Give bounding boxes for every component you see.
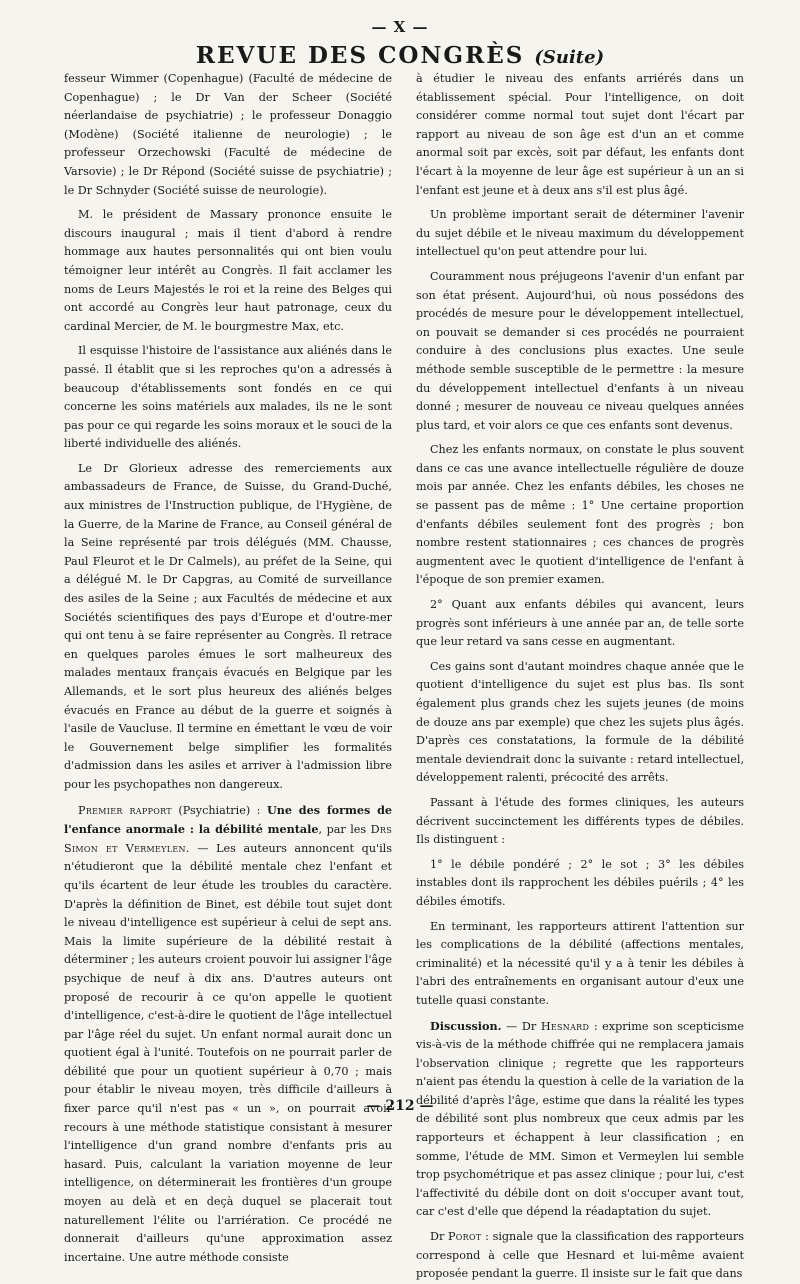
discussion-paragraph xyxy=(416,1017,744,1223)
paragraph: 1° le débile pondéré ; 2° le sot ; 3° les débiles instables dont ils rapprochent les débiles puérils ; 4° les débiles émotifs. xyxy=(416,857,744,908)
discussant-name: Hesnard xyxy=(540,1019,590,1033)
discussion-body: : exprime son scepticisme vis-à-vis de la méthode chiffrée qui ne remplacera jamais l'observation clinique ; regrette que les rapporteurs n'aient pas étendu la question à celle de la variation de la débilité d'après l'âge, estime que dans la réalité les types de débilité sont plus nombreux que ceux admis par les rapporteurs et échappent à leur classification ; en somme, l'étude de MM. Simon et Vermeylen lui semble trop psychométrique et pas assez clinique ; pour lui, c'est l'affectivité du débile dont on doit s'occuper avant tout, car c'est d'elle que dépend la réadaptation du sujet. xyxy=(416,1019,744,1219)
paragraph: fesseur Wimmer (Copenhague) (Faculté de médecine de Copenhague) ; le Dr Van der Scheer (Société néerlandaise de psychiatrie) ; le professeur Donaggio (Modène) (Société italienne de neurologie) ; le professeur Orzechowski (Faculté de médecine de Varsovie) ; le Dr Répond (Société suisse de psychiatrie) ; le Dr Schnyder (Société suisse de neurologie). xyxy=(64,72,392,197)
left-column xyxy=(64,70,393,1264)
paragraph: Un problème important serait de déterminer l'avenir du sujet débile et le niveau maximum du développement intellectuel qu'on peut attendre pour lui. xyxy=(416,208,744,259)
discussion-dash: — Dr xyxy=(501,1019,541,1033)
paragraph: En terminant, les rapporteurs attirent l'attention sur les complications de la débilité (affections mentales, criminalité) et la nécessité qu'il y a à tenir les débiles à l'abri des entraînements en organisant autour d'eux une tutelle quasi constante. xyxy=(416,919,744,1007)
report-title: Une des formes de l'enfance anormale : la débilité mentale xyxy=(64,802,393,837)
folio: — X — xyxy=(371,18,429,36)
right-column xyxy=(416,70,744,1281)
header-suite: (Suite) xyxy=(534,47,605,68)
report-section: (Psychiatrie) : xyxy=(171,803,267,817)
paragraph: Chez les enfants normaux, on constate le plus souvent dans ce cas une avance intellectuelle régulière de douze mois par année. Chez les enfants débiles, les choses ne se passent pas de même : 1° Une certaine proportion d'enfants débiles seulement font des progrès ; bon nombre restent stationnaires ; ces chances de progrès augmentent avec le quotient d'intelligence de l'enfant à l'époque de son premier examen. xyxy=(416,443,744,587)
discussant-name: Porot xyxy=(447,1230,482,1244)
report-label: Premier rapport xyxy=(78,803,172,817)
paragraph: à étudier le niveau des enfants arriérés dans un établissement spécial. Pour l'intelligence, on doit considérer comme normal tout sujet dont l'écart par rapport au niveau de son âge est d'un an et comme anormal soit par excès, soit par défaut, les enfants dont l'écart à la moyenne de leur âge est supérieur à un an si l'enfant est jeune et à deux ans s'il est plus âgé. xyxy=(416,72,744,197)
paragraph: Couramment nous préjugeons l'avenir d'un enfant par son état présent. Aujourd'hui, où nous possédons des procédés de mesure pour le développement intellectuel, on pouvait se demander si ces procédés ne pourraient conduire à des conclusions plus exactes. Une seule méthode semble susceptible de le permettre : la mesure du développement intellectuel d'enfants à un niveau donné ; mesurer de nouveau ce niveau quelques années plus tard, et voir alors ce que ces enfants sont devenus. xyxy=(416,269,744,432)
page-number: — 212 — xyxy=(366,1098,434,1114)
discussion-body: : signale que la classification des rapporteurs correspond à celle que Hesnard et lui-même avaient proposée pendant la guerre. Il insiste sur le fait que dans xyxy=(416,1230,744,1281)
paragraph: M. le président de Massary prononce ensuite le discours inaugural ; mais il tient d'abord à rendre hommage aux hautes personnalités qui ont bien voulu témoigner leur intérêt au Congrès. Il fait acclamer les noms de Leurs Majestés le roi et la reine des Belges qui ont accordé au Congrès leur haut patronage, ceux du cardinal Mercier, de M. le bourgmestre Max, etc. xyxy=(64,208,392,333)
report-authors: Drs Simon et Vermeylen. xyxy=(64,823,392,855)
report-paragraph xyxy=(64,801,392,1268)
paragraph: 2° Quant aux enfants débiles qui avancent, leurs progrès sont inférieurs à une année par an, de telle sorte que leur retard va sans cesse en augmentant. xyxy=(416,598,744,649)
discussant-title: Dr xyxy=(430,1230,448,1244)
report-body: — Les auteurs annoncent qu'ils n'étudieront que la débilité mentale chez l'enfant et qu'ils écartent de leur étude les troubles du caractère. D'après la définition de Binet, est débile tout sujet dont le niveau d'intelligence est supérieur à celui de sept ans. Mais la limite supérieure de la débilité restait à déterminer ; les auteurs croient pouvoir lui assigner l'âge psychique de neuf à dix ans. D'autres auteurs ont proposé de recourir à ce qu'on appelle le quotient d'intelligence, c'est-à-dire le quotient de l'âge intellectuel par l'âge réel du sujet. Un enfant normal aurait donc un quotient égal à l'unité. Toutefois on ne pourrait parler de débilité que pour un quotient supérieur à 0,70 ; mais pour établir le niveau moyen, très difficile d'ailleurs à fixer parce qu'il n'est pas « un », on pourrait avoir recours à une méthode statistique consistant à mesurer l'intelligence d'un grand nombre d'enfants pris au hasard. Puis, calculant la variation moyenne de leur intelligence, on déterminerait les frontières d'un groupe moyen au delà et en deçà duquel se placerait tout naturellement l'élite ou l'arriération. Ce procédé ne donnerait d'ailleurs qu'une approximation assez incertaine. Une autre méthode consiste xyxy=(64,841,393,1264)
discussion-label: Discussion. xyxy=(430,1018,502,1033)
paragraph: Ces gains sont d'autant moindres chaque année que le quotient d'intelligence du sujet est plus bas. Ils sont également plus grands chez les sujets jeunes (de moins de douze ans par exemple) que chez les sujets plus âgés. D'après ces constatations, la formule de la débilité mentale deviendrait donc la suivante : retard intellectuel, développement ralenti, précocité des arrêts. xyxy=(416,659,744,785)
paragraph: Le Dr Glorieux adresse des remerciements aux ambassadeurs de France, de Suisse, du Grand-Duché, aux ministres de l'Instruction publique, de l'Hygiène, de la Guerre, de la Marine de France, au Conseil général de la Seine représenté par trois délégués (MM. Chausse, Paul Fleurot et le Dr Calmels), au préfet de la Seine, qui a délégué M. le Dr Capgras, au Comité de surveillance des asiles de la Seine ; aux Facultés de médecine et aux Sociétés scientifiques des pays d'Europe et d'outre-mer qui ont tenu à se faire représenter au Congrès. Il retrace en quelques paroles émues le sort malheureux des malades mentaux français évacués en Belgique par les Allemands, et le sort plus heureux des aliénés belges évacués en France au début de la guerre et soignés à l'asile de Vaucluse. Il termine en émettant le vœu de voir le Gouvernement belge simplifier les formalités d'admission dans les asiles et arriver à l'admission libre pour les psychopathes non dangereux. xyxy=(64,461,392,791)
page-header xyxy=(0,42,800,69)
paragraph: Il esquisse l'histoire de l'assistance aux aliénés dans le passé. Il établit que si les reproches qu'on a adressés à beaucoup d'établissements sont fondés en ce qui concerne les soins matériels aux malades, ils ne le sont pas pour ce qui regarde les soins moraux et le souci de la liberté individuelle des aliénés. xyxy=(64,344,392,451)
header-title: REVUE DES CONGRÈS xyxy=(195,42,525,69)
report-by: , par les xyxy=(318,823,371,837)
discussion-paragraph xyxy=(416,1228,744,1284)
paragraph: Passant à l'étude des formes cliniques, les auteurs décrivent succinctement les différents types de débiles. Ils distinguent : xyxy=(416,795,744,847)
